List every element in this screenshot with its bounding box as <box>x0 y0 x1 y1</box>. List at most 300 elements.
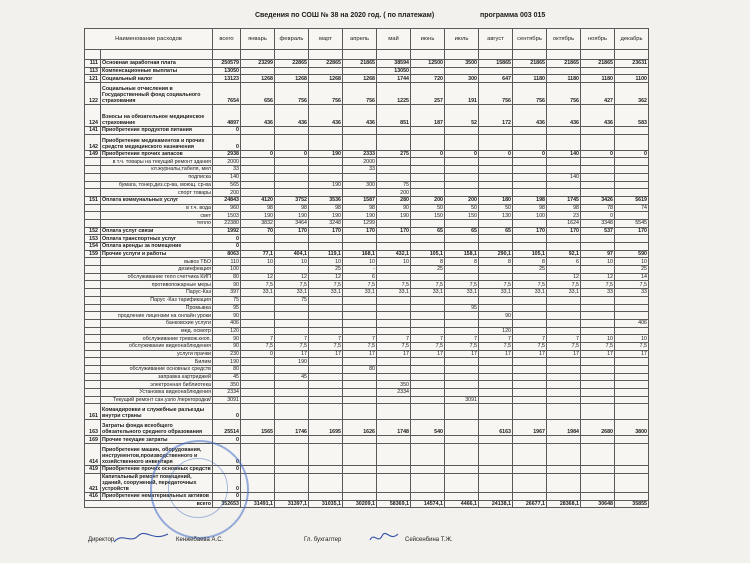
month-cell: 436 <box>241 105 275 127</box>
month-cell <box>615 404 649 420</box>
month-cell: 7 <box>547 335 581 343</box>
row-total-cell: 0 <box>213 134 241 150</box>
month-cell <box>275 466 309 474</box>
month-cell: 436 <box>513 105 547 127</box>
month-cell: 404,1 <box>275 250 309 258</box>
month-cell <box>615 212 649 220</box>
row-code: 111 <box>85 60 101 68</box>
month-cell: 275 <box>377 150 411 158</box>
month-cell: 7,5 <box>547 281 581 289</box>
table-row <box>85 75 649 83</box>
month-cell <box>275 327 309 335</box>
month-cell: 98 <box>309 204 343 212</box>
column-header: апрель <box>343 29 377 50</box>
row-total-cell: 0 <box>213 473 241 492</box>
month-cell <box>479 243 513 251</box>
month-cell <box>343 173 377 181</box>
column-header: июль <box>445 29 479 50</box>
month-cell: 98 <box>343 204 377 212</box>
month-cell: 7,5 <box>241 342 275 350</box>
month-cell <box>445 436 479 444</box>
row-name: Установка видеонаблюдения <box>101 389 213 397</box>
month-cell: 12 <box>241 273 275 281</box>
row-code: 141 <box>85 127 101 135</box>
row-name: Оплата коммунальных услуг <box>101 196 213 204</box>
month-cell: 3536 <box>309 196 343 204</box>
row-name: Парус -Каз тарификация <box>101 296 213 304</box>
month-cell: 1268 <box>275 75 309 83</box>
month-cell <box>547 304 581 312</box>
month-cell: 1299 <box>343 219 377 227</box>
month-cell <box>581 396 615 404</box>
program-code: программа 003 015 <box>480 12 546 19</box>
row-code <box>85 158 101 166</box>
month-cell <box>411 358 445 366</box>
month-cell: 3248 <box>309 219 343 227</box>
month-cell <box>581 304 615 312</box>
month-cell <box>445 67 479 75</box>
month-cell: 0 <box>581 212 615 220</box>
row-name: услуги прачки <box>101 350 213 358</box>
row-total-cell: 0 <box>213 436 241 444</box>
month-cell <box>309 466 343 474</box>
row-name: Приобретение прочих запасов <box>101 150 213 158</box>
month-cell <box>547 158 581 166</box>
row-code: 152 <box>85 227 101 235</box>
table-row <box>85 420 649 436</box>
month-cell <box>615 473 649 492</box>
month-cell: 7,5 <box>343 342 377 350</box>
month-cell <box>275 266 309 274</box>
month-cell <box>343 381 377 389</box>
month-cell: 17 <box>411 350 445 358</box>
row-name: Основная заработная плата <box>101 60 213 68</box>
month-cell <box>241 319 275 327</box>
month-cell: 23 <box>547 212 581 220</box>
month-cell: 1624 <box>547 219 581 227</box>
month-cell: 14 <box>615 273 649 281</box>
month-cell: 33,1 <box>241 289 275 297</box>
row-name: тепло <box>101 219 213 227</box>
month-cell: 170 <box>513 227 547 235</box>
month-cell <box>445 235 479 243</box>
month-cell <box>513 296 547 304</box>
month-cell <box>581 492 615 500</box>
row-name: в т.ч. товары на текущий ремонт здания <box>101 158 213 166</box>
month-cell <box>615 243 649 251</box>
month-cell <box>479 181 513 189</box>
month-cell: 1744 <box>377 75 411 83</box>
table-row <box>85 266 649 274</box>
month-cell <box>445 134 479 150</box>
column-header: август <box>479 29 513 50</box>
month-cell <box>615 444 649 466</box>
month-cell <box>479 134 513 150</box>
month-cell <box>513 67 547 75</box>
month-cell <box>411 127 445 135</box>
month-cell <box>513 273 547 281</box>
month-cell: 33,1 <box>479 289 513 297</box>
month-cell <box>275 189 309 197</box>
month-cell: 7,5 <box>479 281 513 289</box>
month-cell <box>581 67 615 75</box>
table-row <box>85 319 649 327</box>
row-total-cell: 24843 <box>213 196 241 204</box>
month-cell: 33 <box>581 289 615 297</box>
table-row <box>85 350 649 358</box>
month-cell <box>513 327 547 335</box>
month-cell: 7,5 <box>445 281 479 289</box>
row-total-cell: 7654 <box>213 83 241 105</box>
grand-total-cell: 30648 <box>581 500 615 508</box>
month-cell <box>377 304 411 312</box>
month-cell <box>615 396 649 404</box>
month-cell: 1748 <box>377 420 411 436</box>
month-cell: 7 <box>343 335 377 343</box>
month-cell: 756 <box>479 83 513 105</box>
row-name: Компенсационные выплаты <box>101 67 213 75</box>
row-code: 113 <box>85 67 101 75</box>
month-cell: 190 <box>377 212 411 220</box>
table-row <box>85 312 649 320</box>
row-code: 159 <box>85 250 101 258</box>
month-cell <box>377 473 411 492</box>
row-code: 124 <box>85 105 101 127</box>
month-cell: 300 <box>445 75 479 83</box>
row-code: 121 <box>85 75 101 83</box>
month-cell: 33,1 <box>513 289 547 297</box>
month-cell <box>241 296 275 304</box>
month-cell <box>581 158 615 166</box>
month-cell <box>581 181 615 189</box>
month-cell <box>241 312 275 320</box>
month-cell <box>615 235 649 243</box>
row-total-cell: 80 <box>213 273 241 281</box>
month-cell: 7,5 <box>275 342 309 350</box>
month-cell: 7,5 <box>513 342 547 350</box>
month-cell <box>377 243 411 251</box>
row-name: спорт товары <box>101 189 213 197</box>
month-cell: 140 <box>547 173 581 181</box>
month-cell <box>547 366 581 374</box>
month-cell <box>513 319 547 327</box>
month-cell: 12500 <box>411 60 445 68</box>
document-header <box>0 12 750 24</box>
month-cell <box>479 466 513 474</box>
row-name: Текущий ремонт сан.узло /перегородки/ <box>101 396 213 404</box>
month-cell: 50 <box>479 204 513 212</box>
month-cell: 170 <box>547 227 581 235</box>
row-total-cell: 33 <box>213 166 241 174</box>
table-row <box>85 258 649 266</box>
month-cell <box>275 243 309 251</box>
month-cell <box>377 436 411 444</box>
row-code <box>85 319 101 327</box>
table-row <box>85 327 649 335</box>
table-blank-row <box>85 50 649 60</box>
blank-cell <box>213 50 241 60</box>
month-cell: 52 <box>445 105 479 127</box>
month-cell <box>275 181 309 189</box>
month-cell: 1967 <box>513 420 547 436</box>
month-cell: 1180 <box>513 75 547 83</box>
row-name: Взносы на обязательное медицинское страхование <box>101 105 213 127</box>
month-cell <box>241 243 275 251</box>
column-header: февраль <box>275 29 309 50</box>
month-cell <box>275 158 309 166</box>
month-cell <box>377 492 411 500</box>
month-cell <box>377 158 411 166</box>
blank-cell <box>343 50 377 60</box>
month-cell <box>411 273 445 281</box>
month-cell: 7,5 <box>581 342 615 350</box>
month-cell: 77,1 <box>241 250 275 258</box>
month-cell <box>479 436 513 444</box>
row-total-cell: 230 <box>213 350 241 358</box>
month-cell <box>615 312 649 320</box>
blank-cell <box>513 50 547 60</box>
row-code <box>85 358 101 366</box>
table-row <box>85 304 649 312</box>
month-cell <box>615 127 649 135</box>
month-cell: 12 <box>309 273 343 281</box>
row-total-cell: 2938 <box>213 150 241 158</box>
row-name: Капитальный ремонт помещений, зданий, сооружений, передаточных устройств <box>101 473 213 492</box>
row-code <box>85 266 101 274</box>
row-code <box>85 342 101 350</box>
month-cell: 130 <box>479 212 513 220</box>
month-cell <box>343 296 377 304</box>
month-cell <box>615 189 649 197</box>
month-cell <box>309 127 343 135</box>
table-row <box>85 166 649 174</box>
month-cell <box>479 389 513 397</box>
row-name: противопожарные меры <box>101 281 213 289</box>
month-cell: 5619 <box>615 196 649 204</box>
month-cell: 17 <box>479 350 513 358</box>
month-cell: 8 <box>411 258 445 266</box>
row-code <box>85 366 101 374</box>
month-cell <box>513 466 547 474</box>
month-cell <box>479 127 513 135</box>
table-row <box>85 381 649 389</box>
table-row <box>85 227 649 235</box>
month-cell: 190 <box>241 212 275 220</box>
month-cell <box>513 219 547 227</box>
month-cell <box>275 134 309 150</box>
row-total-cell: 45 <box>213 373 241 381</box>
month-cell: 2333 <box>343 150 377 158</box>
month-cell <box>309 358 343 366</box>
row-code <box>85 396 101 404</box>
month-cell <box>309 492 343 500</box>
month-cell <box>445 327 479 335</box>
month-cell: 7,5 <box>615 281 649 289</box>
month-cell <box>377 319 411 327</box>
month-cell: 65 <box>411 227 445 235</box>
table-row <box>85 342 649 350</box>
blank-cell <box>241 50 275 60</box>
month-cell: 3752 <box>275 196 309 204</box>
row-code: 161 <box>85 404 101 420</box>
row-name: Социальный налог <box>101 75 213 83</box>
grand-total-cell: 24138,1 <box>479 500 513 508</box>
month-cell: 95 <box>445 304 479 312</box>
month-cell <box>343 436 377 444</box>
month-cell <box>309 296 343 304</box>
month-cell: 190 <box>309 212 343 220</box>
expenses-table <box>84 28 649 508</box>
month-cell <box>581 127 615 135</box>
month-cell <box>411 327 445 335</box>
month-cell: 436 <box>547 105 581 127</box>
month-cell <box>411 404 445 420</box>
row-code <box>85 327 101 335</box>
month-cell <box>343 304 377 312</box>
month-cell: 17 <box>547 350 581 358</box>
table-row <box>85 273 649 281</box>
month-cell: 98 <box>547 204 581 212</box>
month-cell <box>343 473 377 492</box>
month-cell: 0 <box>275 150 309 158</box>
month-cell <box>479 358 513 366</box>
month-cell: 3500 <box>445 60 479 68</box>
month-cell <box>615 166 649 174</box>
month-cell <box>377 134 411 150</box>
month-cell: 1268 <box>309 75 343 83</box>
row-total-cell: 0 <box>213 235 241 243</box>
blank-cell <box>309 50 343 60</box>
month-cell <box>513 304 547 312</box>
month-cell: 170 <box>275 227 309 235</box>
month-cell: 17 <box>343 350 377 358</box>
month-cell: 170 <box>309 227 343 235</box>
month-cell <box>547 181 581 189</box>
month-cell <box>547 473 581 492</box>
row-total-cell: 90 <box>213 335 241 343</box>
month-cell: 105,1 <box>411 250 445 258</box>
month-cell: 105,1 <box>513 250 547 258</box>
row-total-cell: 960 <box>213 204 241 212</box>
column-header: всего <box>213 29 241 50</box>
month-cell <box>615 296 649 304</box>
row-name: кл.журналы,табеля, мел <box>101 166 213 174</box>
month-cell <box>241 389 275 397</box>
month-cell: 190 <box>343 212 377 220</box>
row-name: Приобретение машин, оборудования, инструментов,производственного и хозяйственного инвентаря <box>101 444 213 466</box>
month-cell <box>377 327 411 335</box>
month-cell <box>377 358 411 366</box>
month-cell: 7,5 <box>615 342 649 350</box>
month-cell <box>445 473 479 492</box>
month-cell <box>309 173 343 181</box>
month-cell <box>377 273 411 281</box>
month-cell <box>479 266 513 274</box>
month-cell: 756 <box>513 83 547 105</box>
month-cell: 25 <box>309 266 343 274</box>
month-cell <box>241 304 275 312</box>
month-cell <box>309 444 343 466</box>
row-total-cell: 2000 <box>213 158 241 166</box>
month-cell: 1565 <box>241 420 275 436</box>
month-cell <box>377 396 411 404</box>
month-cell <box>241 436 275 444</box>
month-cell: 7 <box>513 335 547 343</box>
table-header-row <box>85 29 649 50</box>
month-cell <box>513 243 547 251</box>
month-cell <box>411 492 445 500</box>
row-name: бумага, тонер,дез.ср-ва, моющ. ср-ва <box>101 181 213 189</box>
column-header: июнь <box>411 29 445 50</box>
month-cell <box>343 444 377 466</box>
month-cell: 7 <box>241 335 275 343</box>
grand-total-label: всего <box>85 500 213 508</box>
table-row <box>85 150 649 158</box>
row-name: Затраты фонда всеобщего обязательного среднего образования <box>101 420 213 436</box>
row-code <box>85 173 101 181</box>
grand-total-cell: 31491,1 <box>241 500 275 508</box>
month-cell <box>377 366 411 374</box>
month-cell: 74 <box>615 204 649 212</box>
month-cell <box>479 273 513 281</box>
grand-total-cell: 4466,1 <box>445 500 479 508</box>
row-name: Приобретение прочих основных средств <box>102 466 211 473</box>
column-header: ноябрь <box>581 29 615 50</box>
month-cell <box>581 358 615 366</box>
month-cell: 290,1 <box>479 250 513 258</box>
month-cell <box>547 127 581 135</box>
month-cell <box>309 243 343 251</box>
month-cell: 7 <box>377 335 411 343</box>
month-cell <box>547 235 581 243</box>
month-cell <box>547 492 581 500</box>
row-name: банковские услуги <box>101 319 213 327</box>
table-row <box>85 389 649 397</box>
month-cell <box>479 235 513 243</box>
month-cell: 187 <box>411 105 445 127</box>
month-cell <box>445 127 479 135</box>
month-cell <box>547 243 581 251</box>
month-cell: 25 <box>615 266 649 274</box>
month-cell <box>309 396 343 404</box>
row-total-cell: 397 <box>213 289 241 297</box>
month-cell <box>581 134 615 150</box>
month-cell <box>547 67 581 75</box>
month-cell <box>615 389 649 397</box>
month-cell <box>445 319 479 327</box>
month-cell <box>411 444 445 466</box>
month-cell: 33,1 <box>275 289 309 297</box>
month-cell <box>581 173 615 181</box>
row-total-cell: 200 <box>213 189 241 197</box>
grand-total-cell: 31397,1 <box>275 500 309 508</box>
month-cell <box>615 373 649 381</box>
row-code <box>85 296 101 304</box>
month-cell: 150 <box>445 212 479 220</box>
month-cell: 33,1 <box>343 289 377 297</box>
row-code <box>85 281 101 289</box>
table-row <box>85 373 649 381</box>
month-cell: 7 <box>445 335 479 343</box>
month-cell: 280 <box>377 196 411 204</box>
month-cell <box>445 219 479 227</box>
director-label: Директор <box>88 537 115 543</box>
signature-footer <box>0 537 750 557</box>
month-cell <box>581 319 615 327</box>
month-cell <box>479 67 513 75</box>
month-cell <box>445 358 479 366</box>
month-cell <box>615 381 649 389</box>
